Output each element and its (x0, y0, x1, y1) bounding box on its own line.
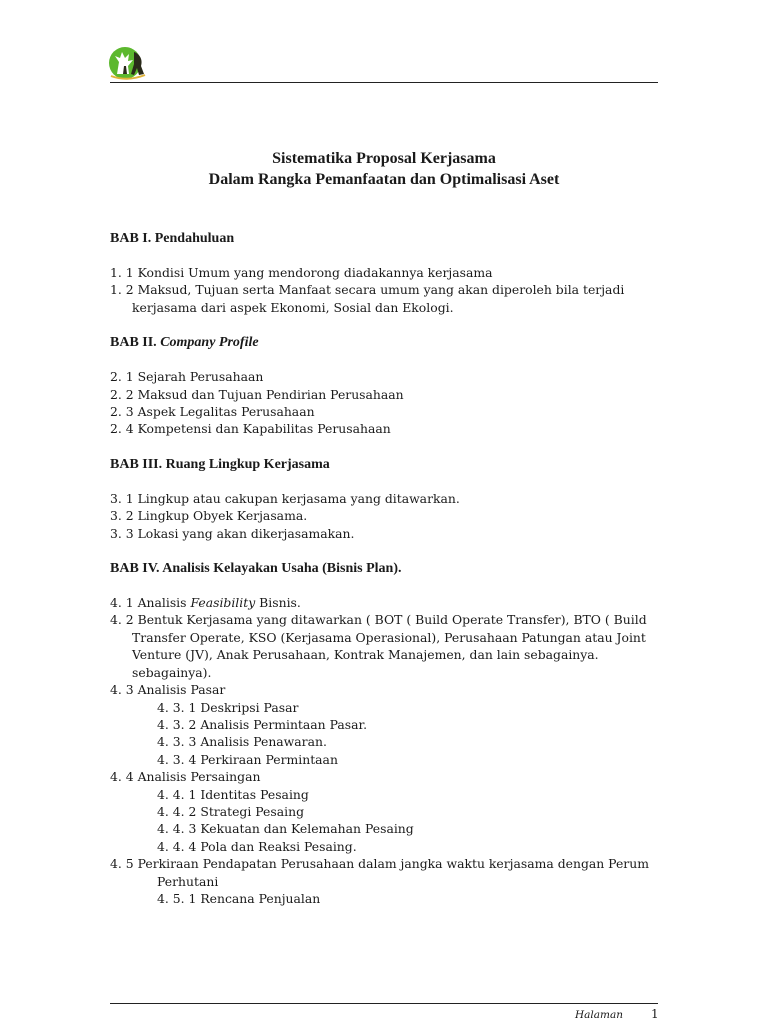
bab-4-subitem: 4. 4. 1 Identitas Pesaing (157, 786, 309, 802)
bab-3-items (110, 490, 658, 542)
header-divider (110, 82, 658, 83)
bab-2-item: 2. 3 Aspek Legalitas Perusahaan (110, 404, 315, 420)
bab-2-item: 2. 1 Sejarah Perusahaan (110, 369, 264, 385)
document-body (110, 229, 658, 924)
bab-4-item: 4. 4 Analisis Persaingan (110, 769, 261, 785)
bab-1-item: 1. 1 Kondisi Umum yang mendorong diadakannya kerjasama (110, 265, 493, 280)
bab-4-subitem: 4. 4. 3 Kekuatan dan Kelemahan Pesaing (157, 821, 414, 837)
bab-4-subitem: 4. 3. 3 Analisis Penawaran. (157, 734, 327, 750)
bab-4-item-continuation: sebagainya). (132, 664, 212, 680)
bab-4-item-prefix: 4. 1 Analisis (110, 595, 191, 611)
bab-4-item-emphasis: Feasibility (190, 595, 256, 611)
bab-2-heading (110, 333, 658, 353)
bab-1-heading: BAB I. Pendahuluan (110, 231, 235, 246)
bab-4-item-continuation: Venture (JV), Anak Perusahaan, Kontrak Manajemen, dan lain sebagainya. (132, 647, 599, 663)
bab-3-item: 3. 1 Lingkup atau cakupan kerjasama yang ditawarkan. (110, 490, 460, 506)
footer-divider (110, 1003, 658, 1004)
bab-4-item: 4. 5 Perkiraan Pendapatan Perusahaan dalam jangka waktu kerjasama dengan Perum (110, 856, 649, 872)
bab-4-item-continuation: Perhutani (157, 873, 219, 889)
bab-4-item: 4. 3 Analisis Pasar (110, 682, 226, 698)
footer-page-number: 1 (651, 1007, 659, 1021)
title-line-1: Sistematika Proposal Kerjasama (272, 150, 496, 167)
bab-4-heading: BAB IV. Analisis Kelayakan Usaha (Bisnis Plan). (110, 561, 402, 577)
bab-4-subitem: 4. 3. 4 Perkiraan Permintaan (157, 751, 338, 767)
bab-1-item: 1. 2 Maksud, Tujuan serta Manfaat secara umum yang akan diperoleh bila terjadi (110, 282, 625, 298)
title-line-2: Dalam Rangka Pemanfaatan dan Optimalisasi Aset (208, 171, 560, 188)
bab-4-item: 4. 2 Bentuk Kerjasama yang ditawarkan ( BOT ( Build Operate Transfer), BTO ( Build (110, 612, 647, 628)
bab-3-item: 3. 2 Lingkup Obyek Kerjasama. (110, 508, 308, 524)
bab-3-item: 3. 3 Lokasi yang akan dikerjasamakan. (110, 525, 355, 541)
bab-4-items (110, 594, 658, 907)
footer-page-label: Halaman (575, 1009, 624, 1021)
bab-4-item-continuation: Transfer Operate, KSO (Kerjasama Operasional), Perusahaan Patungan atau Joint (132, 629, 646, 645)
bab-2-heading-emphasis: Company Profile (160, 335, 259, 351)
bab-4-item-suffix: Bisnis. (255, 595, 301, 611)
bab-2-item: 2. 4 Kompetensi dan Kapabilitas Perusahaan (110, 421, 391, 437)
bab-3-heading: BAB III. Ruang Lingkup Kerjasama (110, 456, 330, 472)
bab-1-items (110, 264, 658, 316)
company-logo (107, 44, 149, 82)
bab-1-item-continuation: kerjasama dari aspek Ekonomi, Sosial dan Ekologi. (132, 299, 454, 315)
bab-4-item (110, 594, 658, 611)
bab-4-subitem: 4. 3. 2 Analisis Permintaan Pasar. (157, 716, 368, 732)
bab-4-subitem: 4. 5. 1 Rencana Penjualan (157, 890, 321, 906)
bab-4-subitem: 4. 4. 2 Strategi Pesaing (157, 803, 304, 819)
document-title (110, 148, 658, 190)
bab-2-heading-prefix: BAB II. (110, 335, 161, 351)
bab-2-item: 2. 2 Maksud dan Tujuan Pendirian Perusahaan (110, 386, 404, 402)
bab-4-subitem: 4. 4. 4 Pola dan Reaksi Pesaing. (157, 838, 357, 854)
bab-2-items (110, 368, 658, 438)
bab-4-subitem: 4. 3. 1 Deskripsi Pasar (157, 699, 299, 715)
